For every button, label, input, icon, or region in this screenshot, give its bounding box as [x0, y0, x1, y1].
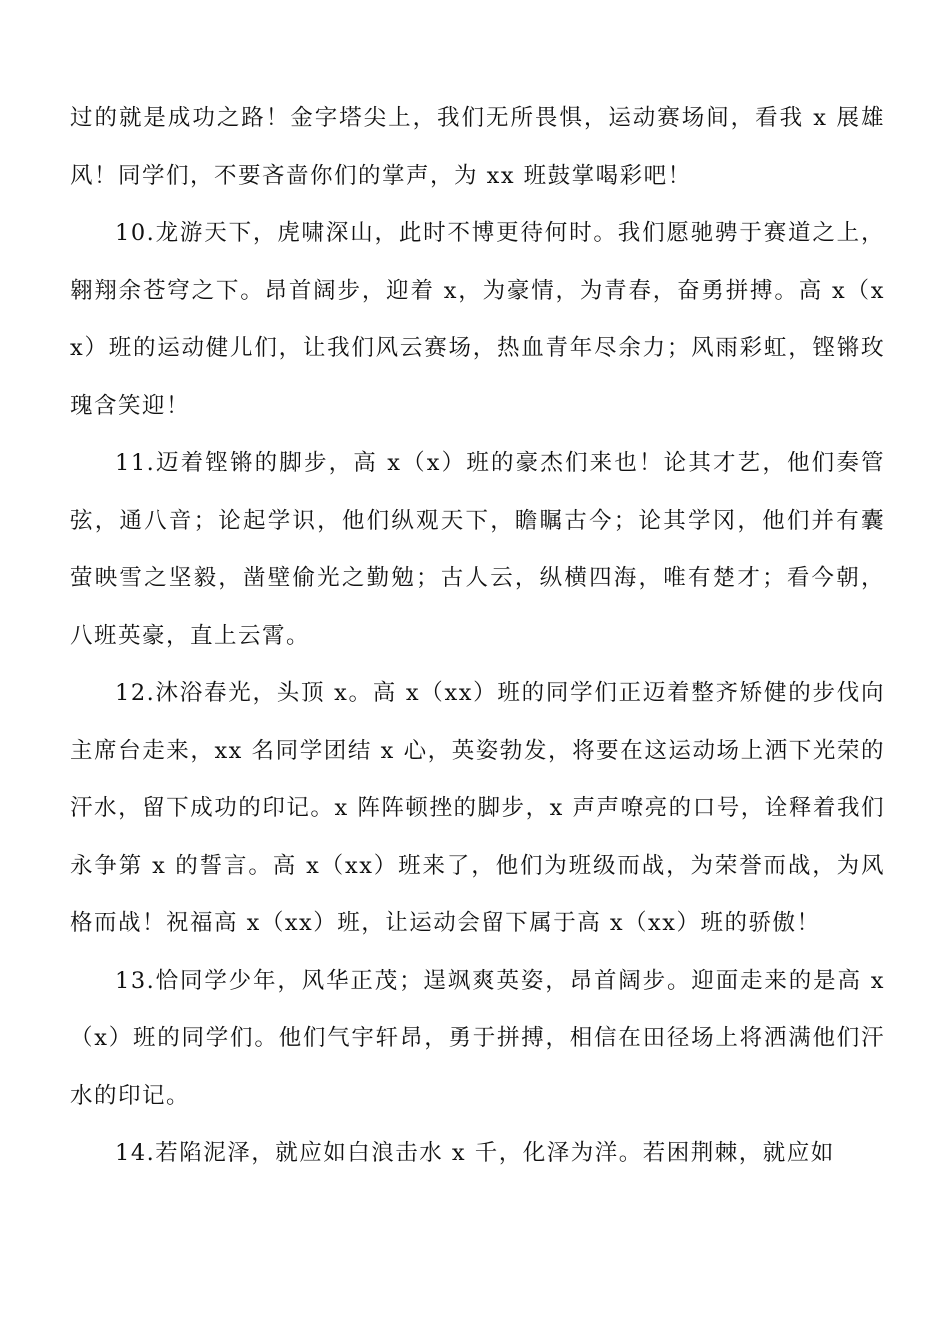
document-body [70, 90, 885, 1183]
paragraph-10: 10.龙游天下，虎啸深山，此时不博更待何时。我们愿驰骋于赛道之上，翱翔余苍穹之下。昂首阔步，迎着 x，为豪情，为青春，奋勇拼搏。高 x（xx）班的运动健儿们，让我们风云赛场，热血青年尽余力；风雨彩虹，铿锵玫瑰含笑迎！ [70, 220, 885, 419]
paragraph-12: 12.沐浴春光，头顶 x。高 x（xx）班的同学们正迈着整齐矫健的步伐向主席台走来，xx 名同学团结 x 心，英姿勃发，将要在这运动场上洒下光荣的汗水，留下成功的印记。x 阵阵顿挫的脚步，x 声声嘹亮的口号，诠释着我们永争第 x 的誓言。高 x（xx）班来了，他们为班级而战，为荣誉而战，为风格而战！祝福高 x（xx）班，让运动会留下属于高 x（xx）班的骄傲！ [70, 680, 885, 936]
paragraph-13: 13.恰同学少年，风华正茂；逞飒爽英姿，昂首阔步。迎面走来的是高 x（x）班的同学们。他们气宇轩昂，勇于拼搏，相信在田径场上将洒满他们汗水的印记。 [70, 967, 885, 1109]
paragraph-11: 11.迈着铿锵的脚步，高 x（x）班的豪杰们来也！论其才艺，他们奏管弦，通八音；论起学识，他们纵观天下，瞻瞩古今；论其学冈，他们并有囊萤映雪之坚毅，凿壁偷光之勤勉；古人云，纵横四海，唯有楚才；看今朝，八班英豪，直上云霄。 [70, 450, 885, 649]
paragraph-14: 14.若陷泥泽，就应如白浪击水 x 千，化泽为洋。若困荆棘，就应如 [115, 1140, 835, 1166]
paragraph-continuation: 过的就是成功之路！金字塔尖上，我们无所畏惧，运动赛场间，看我 x 展雄风！同学们，不要吝啬你们的掌声，为 xx 班鼓掌喝彩吧！ [70, 105, 885, 189]
